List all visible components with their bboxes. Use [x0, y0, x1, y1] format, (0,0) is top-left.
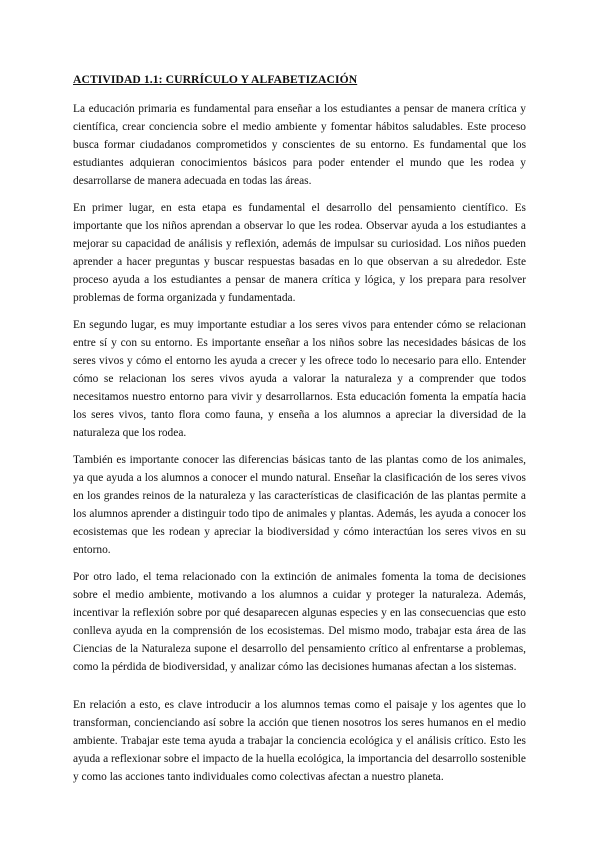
- paragraph-scientific-thinking: En primer lugar, en esta etapa es fundamental el desarrollo del pensamiento científico. Es importante que los niños aprendan a observar lo que les rodea. Observar ayuda a los estudiantes a mejorar su capacidad de análisis y reflexión, además de impulsar su curiosidad. Los niños pueden aprender a hacer preguntas y buscar respuestas basadas en lo que observan a su alrededor. Este proceso ayuda a los estudiantes a pensar de manera crítica y lógica, y los prepara para resolver problemas de forma organizada y fundamentada.: [73, 202, 526, 304]
- paragraph-intro: La educación primaria es fundamental para enseñar a los estudiantes a pensar de manera crítica y científica, crear conciencia sobre el medio ambiente y fomentar hábitos saludables. Este proceso busca formar ciudadanos comprometidos y conscientes de su entorno. Es fundamental que los estudiantes adquieran conocimientos básicos para poder entender el mundo que les rodea y desarrollarse de manera adecuada en todas las áreas.: [73, 103, 526, 187]
- paragraph-landscape: En relación a esto, es clave introducir a los alumnos temas como el paisaje y los agentes que lo transforman, concienciando así sobre la acción que tienen nosotros los seres humanos en el medio ambiente. Trabajar este tema ayuda a trabajar la conciencia ecológica y el análisis crítico. Esto les ayuda a reflexionar sobre el impacto de la huella ecológica, la importancia del desarrollo sostenible y como las acciones tanto individuales como colectivas afectan a nuestro planeta.: [73, 699, 526, 783]
- paragraph-plants-animals: También es importante conocer las diferencias básicas tanto de las plantas como de los animales, ya que ayuda a los alumnos a conocer el mundo natural. Enseñar la clasificación de los seres vivos en los grandes reinos de la naturaleza y las características de clasificación de las plantas permite a los alumnos aprender a distinguir todo tipo de animales y plantas. Además, les ayuda a conocer los ecosistemas que les rodean y apreciar la biodiversidad y cómo interactúan los seres vivos en su entorno.: [73, 454, 526, 556]
- document-title: ACTIVIDAD 1.1: CURRÍCULO Y ALFABETIZACIÓN: [73, 73, 358, 86]
- paragraph-extinction: Por otro lado, el tema relacionado con la extinción de animales fomenta la toma de decisiones sobre el medio ambiente, motivando a los alumnos a cuidar y proteger la naturaleza. Además, incentivar la reflexión sobre por qué desaparecen algunas especies y en las consecuencias que esto conlleva ayuda en la comprensión de los ecosistemas. Del mismo modo, trabajar esta área de las Ciencias de la Naturaleza supone el desarrollo del pensamiento crítico al enfrentarse a problemas, como la pérdida de biodiversidad, y analizar cómo las decisiones humanas afectan a los sistemas.: [73, 571, 526, 673]
- paragraph-living-beings: En segundo lugar, es muy importante estudiar a los seres vivos para entender cómo se relacionan entre sí y con su entorno. Es importante enseñar a los niños sobre las necesidades básicas de los seres vivos y cómo el entorno les ayuda a crecer y les ofrece todo lo necesario para ello. Entender cómo se relacionan los seres vivos ayuda a valorar la naturaleza y a comprender que todos necesitamos nuestro entorno para vivir y desarrollarnos. Esta educación fomenta la empatía hacia los seres vivos, tanto flora como fauna, y enseña a los alumnos a apreciar la diversidad de la naturaleza que los rodea.: [73, 319, 526, 439]
- document-body: [73, 71, 526, 795]
